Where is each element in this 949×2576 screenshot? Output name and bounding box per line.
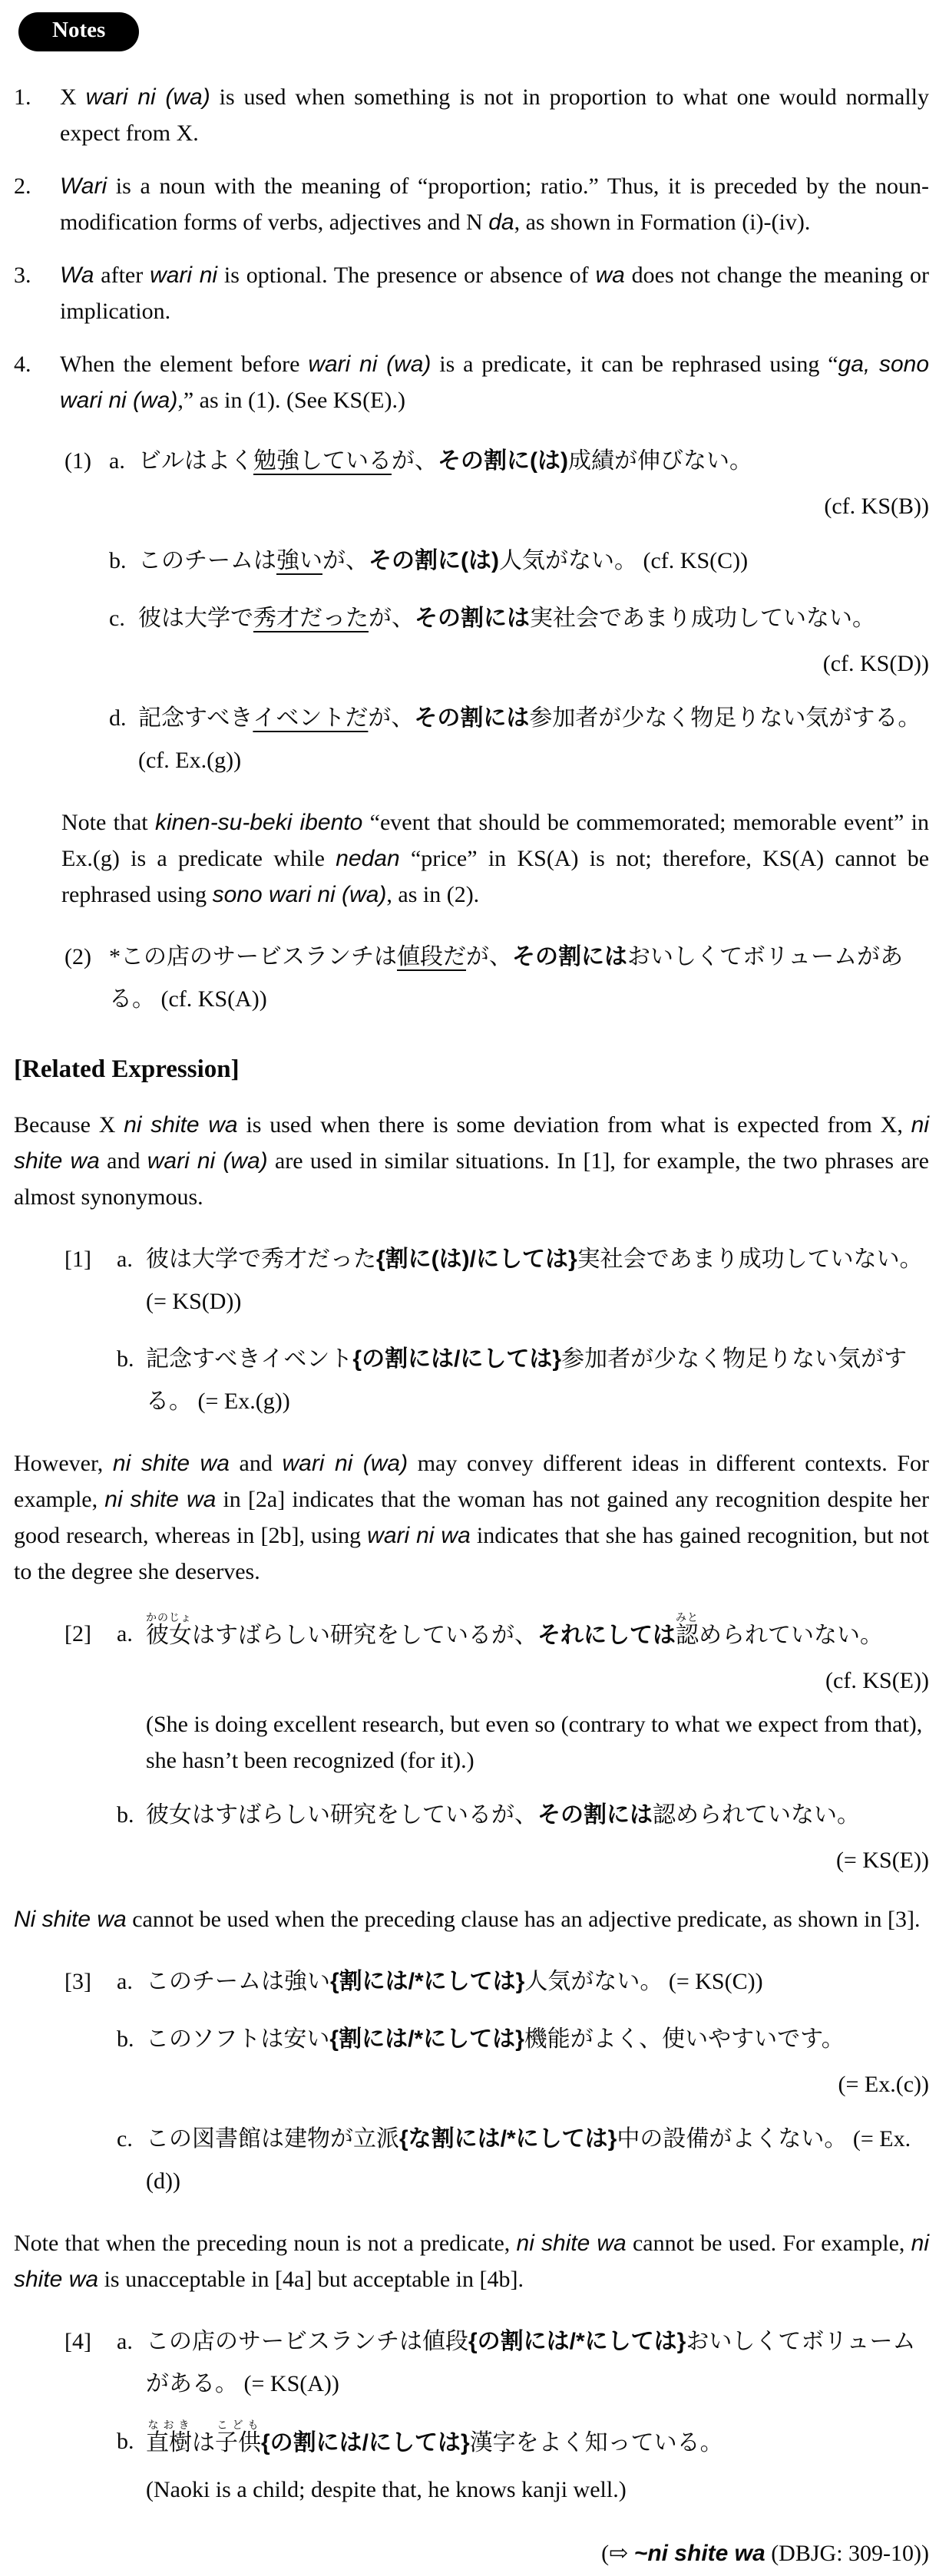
bracket-3c-row <box>64 2118 929 2202</box>
note-item-4 <box>14 346 929 418</box>
example-1d-row <box>64 697 929 781</box>
bracket-group-2 <box>64 1613 929 1878</box>
japanese-sentence: このチームは強い{割には/*にしては}人気がない。 (= KS(C)) <box>146 1969 763 1994</box>
cf-reference: (= Ex.(c)) <box>838 2072 929 2097</box>
example-letter: b. <box>117 2429 134 2454</box>
example-1a-row <box>64 440 929 524</box>
note-item-1 <box>14 79 929 151</box>
japanese-sentence: この図書館は建物が立派{な割には/*にしては}中の設備がよくない。 (= Ex.(d)) <box>146 2126 911 2194</box>
example-1c-row <box>64 597 929 682</box>
example-letter: b. <box>117 2026 134 2052</box>
example-2-row <box>64 936 929 1020</box>
example-letter: b. <box>117 1346 134 1372</box>
bracket-group-label-spacer <box>64 2118 117 2202</box>
bracket-group-label: [3] <box>64 1969 91 1994</box>
japanese-sentence: この店のサービスランチは値段{の割には/*にしては}おいしくてボリュームがある。 (= KS(A)) <box>146 2329 916 2396</box>
bracket-4a-row <box>64 2320 929 2405</box>
bracket-group-label: [1] <box>64 1247 91 1272</box>
bracket-group-label-spacer <box>64 1338 117 1422</box>
example-group-2 <box>64 936 929 1020</box>
cf-reference: (= KS(E)) <box>835 1848 929 1873</box>
bracket-group-label-spacer <box>64 2420 117 2508</box>
bracket-group-label-spacer <box>64 2018 117 2102</box>
example-group-label: (2) <box>64 944 91 969</box>
english-translation: (Naoki is a child; despite that, he knows kanji well.) <box>146 2477 627 2502</box>
bracket-1a-row <box>64 1238 929 1323</box>
note-item-text: X wari ni (wa) is used when something is not in proportion to what one would normally expect from X. <box>60 84 929 146</box>
example-body <box>138 697 929 781</box>
bracket-group-label-spacer <box>64 1794 117 1878</box>
bracket-group-label: [4] <box>64 2329 91 2354</box>
example-letter: a. <box>117 2329 133 2354</box>
example-letter: d. <box>109 705 127 731</box>
note-item-text: Wa after wari ni is optional. The presence or absence of wa does not change the meaning or implication. <box>60 263 929 324</box>
notes-section-badge: Notes <box>18 12 139 51</box>
example-group-1 <box>64 440 929 781</box>
note-item-number: 4. <box>14 352 31 377</box>
example-letter: a. <box>117 1247 133 1272</box>
example-letter: b. <box>117 1802 134 1828</box>
example-body <box>138 597 929 682</box>
bracket-2a-row <box>64 1613 929 1778</box>
bracket-group-1 <box>64 1238 929 1422</box>
example-letter: a. <box>117 1969 133 1994</box>
bracket-group-label: [2] <box>64 1621 91 1646</box>
example-body <box>146 2420 929 2508</box>
example-body <box>146 1613 929 1778</box>
example-body <box>146 2320 929 2405</box>
bracket-1b-row <box>64 1338 929 1422</box>
japanese-sentence: 彼女はすばらしい研究をしているが、その割には認められていない。 <box>146 1802 860 1828</box>
japanese-sentence: このソフトは安い{割には/*にしては}機能がよく、使いやすいです。 <box>146 2026 845 2052</box>
japanese-sentence: 彼は大学で秀才だったが、その割には実社会であまり成功していない。 <box>138 606 875 631</box>
english-translation: (She is doing excellent research, but even so (contrary to what we expect from that), she hasn’t been recognized (for it).) <box>146 1712 923 1773</box>
notes-list <box>14 79 929 418</box>
related-paragraph-4: Note that when the preceding noun is not a predicate, ni shite wa cannot be used. For example, ni shite wa is unacceptable in [4a] but acceptable in [4b]. <box>14 2231 929 2292</box>
japanese-sentence: このチームは強いが、その割に(は)人気がない。 (cf. KS(C)) <box>138 548 749 573</box>
note-item-text: When the element before wari ni (wa) is a predicate, it can be rephrased using “ga, sono wari ni (wa),” as in (1). (See KS(E).) <box>60 352 930 413</box>
example-group-label-spacer <box>64 540 109 582</box>
example-letter: c. <box>117 2126 133 2152</box>
example-body <box>146 2118 929 2202</box>
bracket-3a-row <box>64 1960 929 2003</box>
related-paragraph-2: However, ni shite wa and wari ni (wa) may convey different ideas in different contexts. For example, ni shite wa in [2a] indicates that the woman has not gained any recognition despite her good research, whereas in [2b], using wari ni wa indicates that she has gained recognition, but not to the degree she deserves. <box>14 1451 929 1584</box>
example-letter: c. <box>109 606 125 631</box>
note-item-number: 1. <box>14 84 31 110</box>
bracket-3b-row <box>64 2018 929 2102</box>
note-item-2 <box>14 168 929 240</box>
cf-reference: (cf. KS(E)) <box>825 1668 929 1693</box>
japanese-sentence: 記念すべきイベントだが、その割には参加者が少なく物足りない気がする。 (cf. Ex.(g)) <box>138 705 921 773</box>
example-group-label-spacer <box>64 597 109 682</box>
cf-reference: (cf. KS(D)) <box>822 651 929 676</box>
example-body <box>138 440 929 524</box>
example-body <box>146 1960 929 2003</box>
example-body <box>109 936 929 1020</box>
related-expression-heading: [Related Expression] <box>14 1055 240 1083</box>
example-body <box>146 1794 929 1878</box>
example-body <box>146 2018 929 2102</box>
note-paragraph: Note that kinen-su-beki ibento “event that should be commemorated; memorable event” in Ex.(g) is a predicate while nedan “price” in KS(A) is not; therefore, KS(A) cannot be rephrased using sono wari ni (wa), as in (2). <box>61 810 930 907</box>
japanese-sentence: 直樹なおきは子供こども{の割には/にしては}漢字をよく知っている。 <box>146 2420 723 2455</box>
note-item-number: 2. <box>14 173 31 199</box>
example-group-label-spacer <box>64 697 109 781</box>
example-body <box>146 1238 929 1323</box>
note-item-text: Wari is a noun with the meaning of “proportion; ratio.” Thus, it is preceded by the noun-modification forms of verbs, adjectives and N da, as shown in Formation (i)-(iv). <box>60 173 929 235</box>
note-item-number: 3. <box>14 263 31 288</box>
cross-reference-footer: (⇨ ~ni shite wa (DBJG: 309-10)) <box>601 2541 929 2566</box>
bracket-2b-row <box>64 1794 929 1878</box>
japanese-sentence: 彼女かのじょはすばらしい研究をしているが、それにしては認みとめられていない。 <box>146 1613 883 1648</box>
bracket-group-3 <box>64 1960 929 2202</box>
japanese-sentence: *この店のサービスランチは値段だが、その割にはおいしくてボリュームがある。 (cf. KS(A)) <box>109 944 904 1012</box>
cf-reference: (cf. KS(B)) <box>824 494 929 519</box>
note-item-3 <box>14 257 929 329</box>
example-1b-row <box>64 540 929 582</box>
example-letter: a. <box>117 1621 133 1646</box>
japanese-sentence: 記念すべきイベント{の割には/にしては}参加者が少なく物足りない気がする。 (= Ex.(g)) <box>146 1346 908 1414</box>
japanese-sentence: ビルはよく勉強しているが、その割に(は)成績が伸びない。 <box>138 448 752 474</box>
bracket-4b-row <box>64 2420 929 2508</box>
japanese-sentence: 彼は大学で秀才だった{割に(は)/にしては}実社会であまり成功していない。 (= KS(D)) <box>146 1247 923 1314</box>
related-paragraph-1: Because X ni shite wa is used when there is some deviation from what is expected from X, ni shite wa and wari ni (wa) are used in similar situations. In [1], for example, the two phrases are almost synonymous. <box>14 1112 929 1210</box>
example-letter: a. <box>109 448 125 474</box>
example-body <box>138 540 929 582</box>
example-group-label: (1) <box>64 448 91 474</box>
bracket-group-4 <box>64 2320 929 2508</box>
related-paragraph-3: Ni shite wa cannot be used when the preceding clause has an adjective predicate, as shown in [3]. <box>14 1907 921 1932</box>
example-letter: b. <box>109 548 127 573</box>
example-body <box>146 1338 929 1422</box>
